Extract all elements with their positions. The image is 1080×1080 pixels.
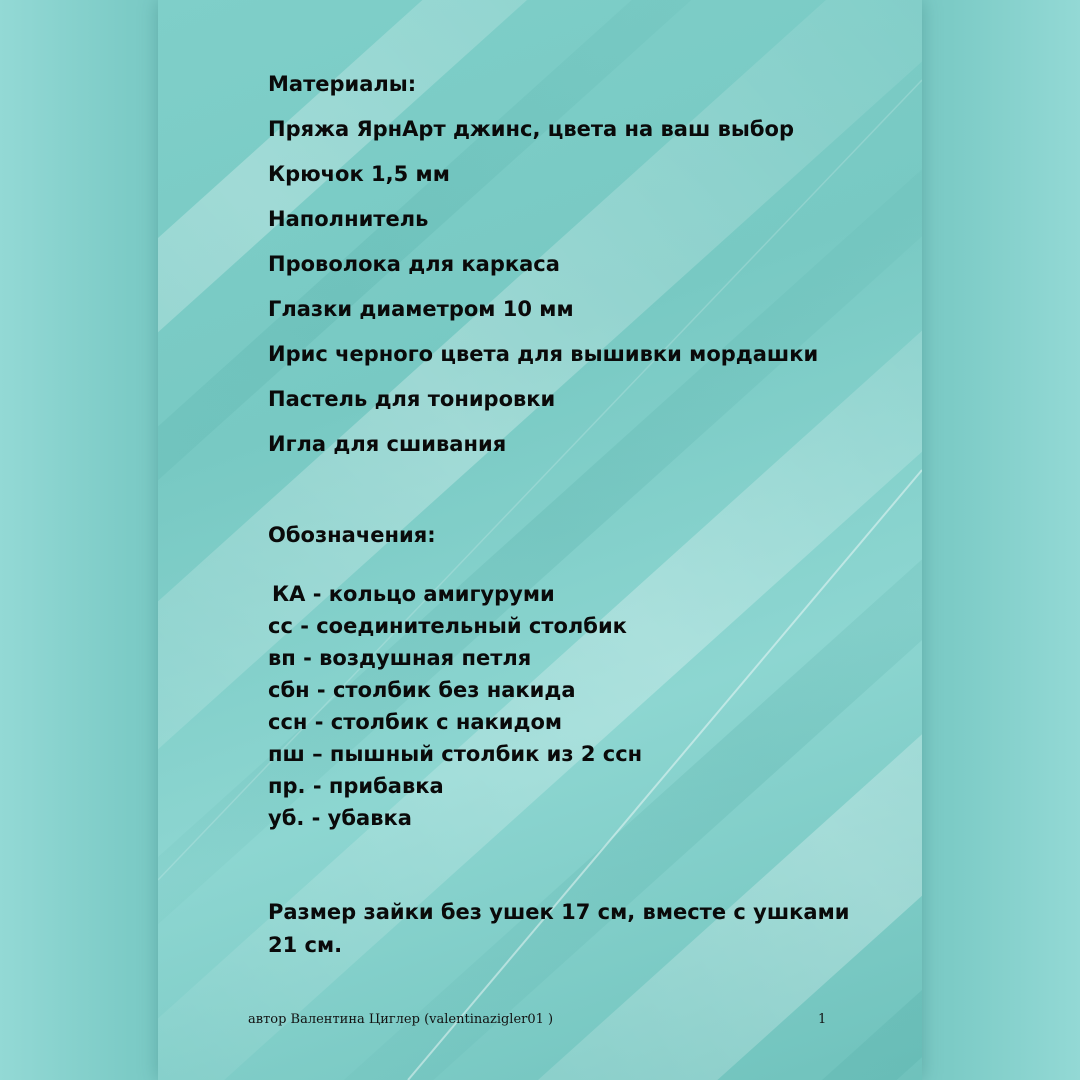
footer-author: автор Валентина Циглер (valentinazigler01 )	[248, 1012, 554, 1027]
notation-item: сбн - столбик без накида	[268, 678, 576, 702]
content-area	[268, 72, 888, 962]
material-item: Ирис черного цвета для вышивки мордашки	[268, 342, 819, 366]
notation-item: сс - соединительный столбик	[268, 614, 627, 638]
document-page	[158, 0, 922, 1080]
page-number: 1	[818, 1012, 827, 1027]
size-note: Размер зайки без ушек 17 см, вместе с ушками 21 см.	[268, 900, 850, 957]
notation-item: ссн - столбик с накидом	[268, 710, 563, 734]
materials-heading: Материалы:	[268, 72, 417, 96]
material-item: Глазки диаметром 10 мм	[268, 297, 574, 321]
material-item: Пастель для тонировки	[268, 387, 556, 411]
materials-list	[268, 117, 888, 457]
notations-heading: Обозначения:	[268, 523, 436, 547]
material-item: Игла для сшивания	[268, 432, 507, 456]
notation-item: КА - кольцо амигуруми	[272, 582, 555, 606]
material-item: Наполнитель	[268, 207, 429, 231]
notations-list	[268, 578, 888, 834]
notation-item: вп - воздушная петля	[268, 646, 532, 670]
material-item: Крючок 1,5 мм	[268, 162, 450, 186]
notation-item: пр. - прибавка	[268, 774, 444, 798]
notation-item: уб. - убавка	[268, 806, 412, 830]
material-item: Проволока для каркаса	[268, 252, 560, 276]
notation-item: пш – пышный столбик из 2 ссн	[268, 742, 643, 766]
material-item: Пряжа ЯрнАрт джинс, цвета на ваш выбор	[268, 117, 794, 141]
